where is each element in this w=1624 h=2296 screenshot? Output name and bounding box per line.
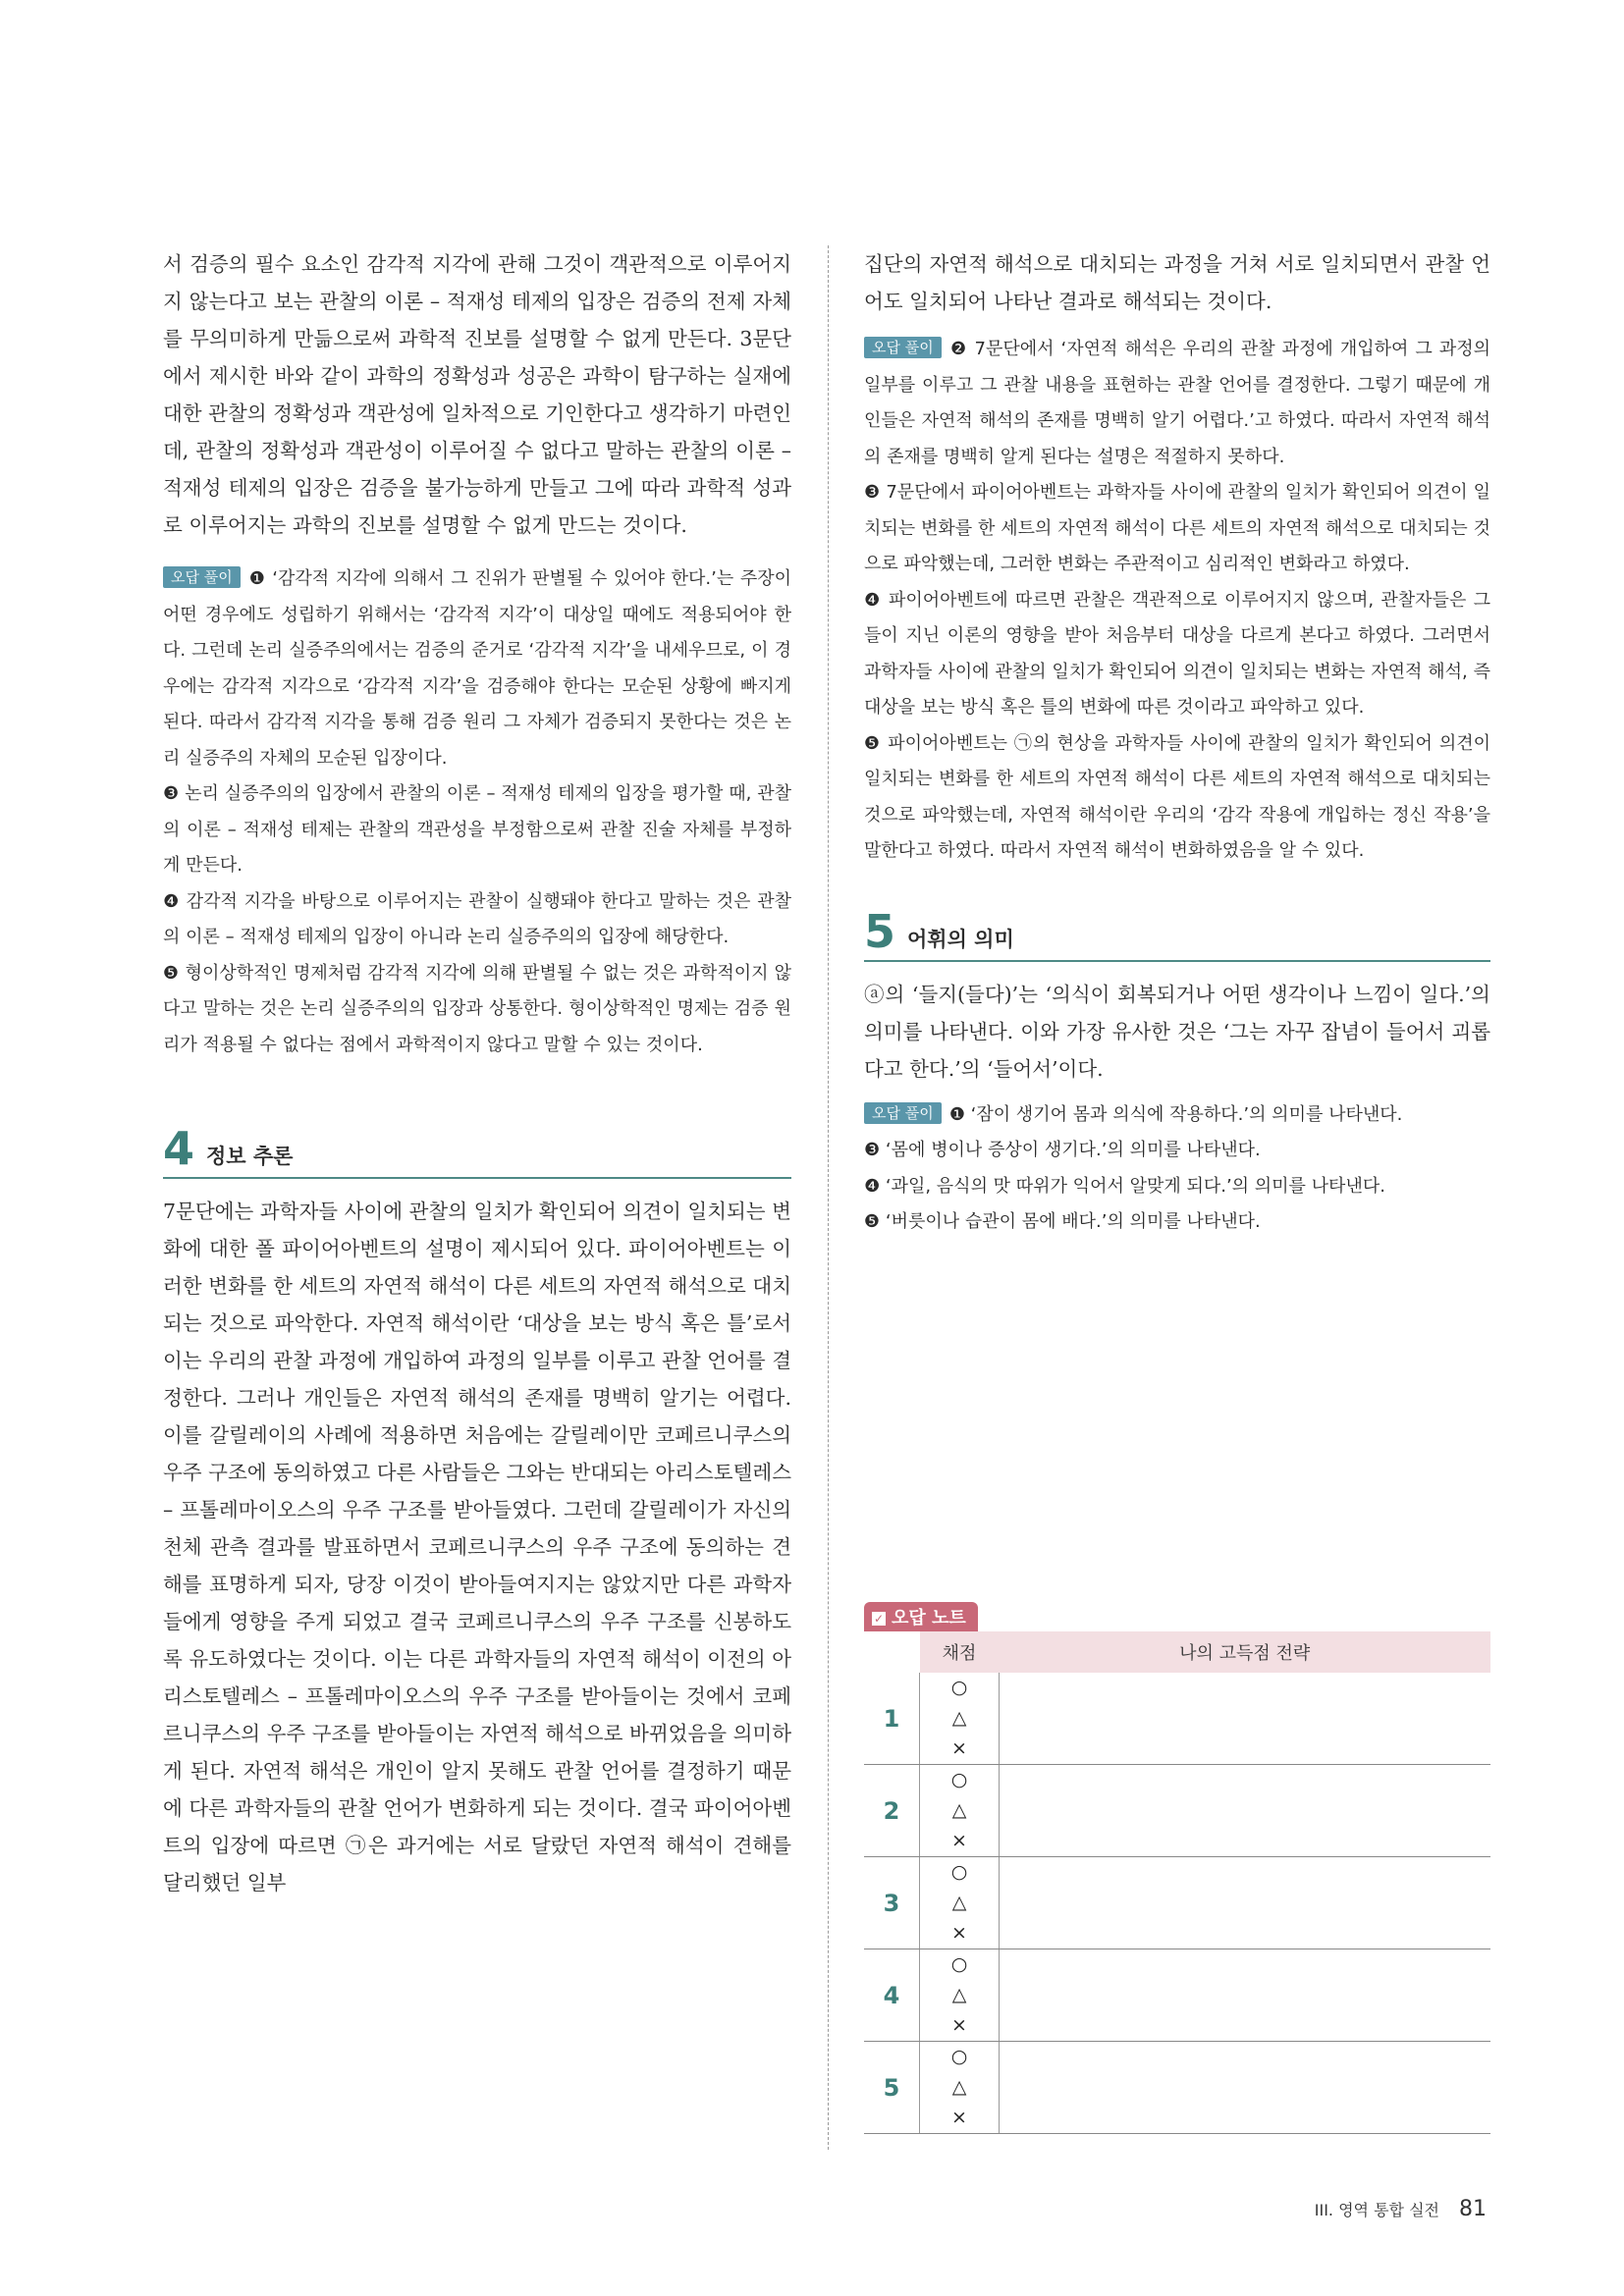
- strategy-cell[interactable]: [1000, 2042, 1491, 2134]
- note-header-strategy: 나의 고득점 전략: [1000, 1631, 1491, 1673]
- strategy-cell[interactable]: [1000, 1949, 1491, 2042]
- right-column: [864, 245, 1490, 1241]
- question-number: 3: [864, 1857, 920, 1949]
- mark-partial[interactable]: △: [951, 1707, 967, 1729]
- mark-wrong[interactable]: ×: [951, 1922, 967, 1944]
- note-header-empty: [864, 1631, 920, 1673]
- wrong-answer-badge: 오답 풀이: [163, 566, 241, 588]
- note-row: [864, 1949, 1490, 2042]
- mark-wrong[interactable]: ×: [951, 1830, 967, 1851]
- question-number: 5: [864, 2042, 920, 2134]
- wrong-answer-explanations: [163, 561, 791, 1063]
- score-marks: [920, 1673, 1000, 1765]
- solution-item: ❹ ‘과일, 음식의 맛 따위가 익어서 알맞게 되다.’의 의미를 나타낸다.: [864, 1175, 1385, 1197]
- left-column: [163, 245, 791, 1901]
- section-label: III. 영역 통합 실전: [1314, 2201, 1439, 2219]
- solution-item: ❸ ‘몸에 병이나 증상이 생기다.’의 의미를 나타낸다.: [864, 1140, 1261, 1160]
- question-number: 1: [864, 1673, 920, 1765]
- note-tag: ✓ 오답 노트: [864, 1602, 978, 1631]
- wrong-answer-badge: 오답 풀이: [864, 337, 942, 358]
- solution-item: ❺ ‘버릇이나 습관이 몸에 배다.’의 의미를 나타낸다.: [864, 1211, 1261, 1232]
- note-row: [864, 2042, 1490, 2134]
- solution-item: 오답 풀이 ❶ ‘잠이 생기어 몸과 의식에 작용하다.’의 의미를 나타낸다.: [864, 1097, 1490, 1134]
- section-title: 정보 추론: [206, 1145, 294, 1168]
- solution-item: ❹ 감각적 지각을 바탕으로 이루어지는 관찰이 실행돼야 한다고 말하는 것은 관찰의 이론 – 적재성 테제의 입장이 아니라 논리 실증주의의 입장에 해당한다.: [163, 890, 791, 947]
- mark-wrong[interactable]: ×: [951, 2107, 967, 2128]
- solution-item: ❹ 파이어아벤트에 따르면 관찰은 객관적으로 이루어지지 않으며, 관찰자들은 그들이 지닌 이론의 영향을 받아 처음부터 대상을 다르게 본다고 하였다. 그러면서 과학자들 사이에 관찰의 일치가 확인되어 의견이 일치되는 변화는 자연적 해석, 즉 대상을 보는 방식 혹은 틀의 변화에 따른 것이라고 파악하고 있다.: [864, 589, 1490, 718]
- page-footer: [1315, 2197, 1487, 2221]
- section-4: [163, 1122, 791, 1901]
- strategy-cell[interactable]: [1000, 1765, 1491, 1857]
- solution-item: ❸ 7문단에서 파이어아벤트는 과학자들 사이에 관찰의 일치가 확인되어 의견이 일치되는 변화를 한 세트의 자연적 해석이 다른 세트의 자연적 해석으로 대치되는 것으로 파악했는데, 그러한 변화는 주관적이고 심리적인 변화라고 하였다.: [864, 482, 1490, 574]
- check-icon: ✓: [873, 1612, 885, 1626]
- section-header: [864, 904, 1490, 962]
- section-body: 7문단에는 과학자들 사이에 관찰의 일치가 확인되어 의견이 일치되는 변화에 대한 폴 파이어아벤트의 설명이 제시되어 있다. 파이어아벤트는 이러한 변화를 한 세트의 자연적 해석이 다른 세트의 자연적 해석으로 대치되는 것으로 파악한다. 자연적 해석이란 ‘대상을 보는 방식 혹은 틀’로서 이는 우리의 관찰 과정에 개입하여 과정의 일부를 이루고 관찰 언어를 결정한다. 그러나 개인들은 자연적 해석의 존재를 명백히 알기는 어렵다. 이를 갈릴레이의 사례에 적용하면 처음에는 갈릴레이만 코페르니쿠스의 우주 구조에 동의하였고 다른 사람들은 그와는 반대되는 아리스토텔레스 – 프톨레마이오스의 우주 구조를 받아들였다. 그런데 갈릴레이가 자신의 천체 관측 결과를 발표하면서 코페르니쿠스의 우주 구조에 동의하는 견해를 표명하게 되자, 당장 이것이 받아들여지지는 않았지만 다른 과학자들에게 영향을 주게 되었고 결국 코페르니쿠스의 우주 구조를 신봉하도록 유도하였다는 것이다. 이는 다른 과학자들의 자연적 해석이 이전의 아리스토텔레스 – 프톨레마이오스의 우주 구조를 받아들이는 것에서 코페르니쿠스의 우주 구조를 받아들이는 자연적 해석으로 바뀌었음을 의미하게 된다. 자연적 해석은 개인이 알지 못해도 관찰 언어를 결정하기 때문에 다른 과학자들의 관찰 언어가 변화하게 되는 것이다. 결국 파이어아벤트의 입장에 따르면 ㉠은 과거에는 서로 달랐던 자연적 해석이 견해를 달리했던 일부: [163, 1200, 791, 1895]
- note-header-score: 채점: [920, 1631, 1000, 1673]
- solution-item: ❸ 논리 실증주의의 입장에서 관찰의 이론 – 적재성 테제의 입장을 평가할 때, 관찰의 이론 – 적재성 테제는 관찰의 객관성을 부정함으로써 관찰 진술 자체를 부정하게 만든다.: [163, 783, 791, 876]
- mark-correct[interactable]: ○: [950, 1769, 968, 1790]
- wrong-answer-badge: 오답 풀이: [864, 1102, 942, 1124]
- mark-wrong[interactable]: ×: [951, 2014, 967, 2036]
- mark-partial[interactable]: △: [951, 1984, 967, 2005]
- score-marks: [920, 2042, 1000, 2134]
- mark-partial[interactable]: △: [951, 1892, 967, 1913]
- solution-item: ❺ 파이어아벤트는 ㉠의 현상을 과학자들 사이에 관찰의 일치가 확인되어 의견이 일치되는 변화를 한 세트의 자연적 해석이 다른 세트의 자연적 해석으로 대치되는 것으로 파악했는데, 자연적 해석이란 우리의 ‘감각 작용에 개입하는 정신 작용’을 말한다고 하였다. 따라서 자연적 해석이 변화하였음을 알 수 있다.: [864, 732, 1490, 861]
- section-number: 4: [163, 1122, 195, 1175]
- section-title: 어휘의 의미: [907, 927, 1014, 951]
- strategy-cell[interactable]: [1000, 1673, 1491, 1765]
- mark-correct[interactable]: ○: [950, 1861, 968, 1883]
- question-number: 2: [864, 1765, 920, 1857]
- score-marks: [920, 1949, 1000, 2042]
- section-number: 5: [864, 904, 896, 958]
- wrong-answer-explanations: [864, 332, 1490, 870]
- note-row: [864, 1857, 1490, 1949]
- section-body: ⓐ의 ‘들지(들다)’는 ‘의식이 회복되거나 어떤 생각이나 느낌이 일다.’의 의미를 나타낸다. 이와 가장 유사한 것은 ‘그는 자꾸 잡념이 들어서 괴롭다고 한다.’의 ‘들어서’이다.: [864, 982, 1490, 1081]
- column-divider: [828, 245, 829, 2150]
- mark-wrong[interactable]: ×: [951, 1737, 967, 1759]
- page-number: 81: [1459, 2197, 1487, 2221]
- score-marks: [920, 1857, 1000, 1949]
- question-number: 4: [864, 1949, 920, 2042]
- note-header-row: [864, 1631, 1490, 1673]
- solution-item: 오답 풀이 ❶ ‘감각적 지각에 의해서 그 진위가 판별될 수 있어야 한다.’는 주장이 어떤 경우에도 성립하기 위해서는 ‘감각적 지각’이 대상일 때에도 적용되어야 한다. 그런데 논리 실증주의에서는 검증의 준거로 ‘감각적 지각’을 내세우므로, 이 경우에는 감각적 지각으로 ‘감각적 지각’을 검증해야 한다는 모순된 상황에 빠지게 된다. 따라서 감각적 지각을 통해 검증 원리 그 자체가 검증되지 못한다는 것은 논리 실증주의 자체의 모순된 입장이다.: [163, 568, 791, 769]
- score-marks: [920, 1765, 1000, 1857]
- explanation-paragraph: 서 검증의 필수 요소인 감각적 지각에 관해 그것이 객관적으로 이루어지지 않는다고 보는 관찰의 이론 – 적재성 테제의 입장은 검증의 전제 자체를 무의미하게 만듦으로써 과학적 진보를 설명할 수 없게 만든다. 3문단에서 제시한 바와 같이 과학의 정확성과 성공은 과학이 탐구하는 실재에 대한 관찰의 정확성과 객관성에 일차적으로 기인한다고 생각하기 마련인데, 관찰의 정확성과 객관성이 이루어질 수 없다고 말하는 관찰의 이론 – 적재성 테제의 입장은 검증을 불가능하게 만들고 그에 따라 과학적 성과로 이루어지는 과학의 진보를 설명할 수 없게 만드는 것이다.: [163, 252, 791, 537]
- note-row: [864, 1673, 1490, 1765]
- mark-correct[interactable]: ○: [950, 2046, 968, 2067]
- section-5: [864, 904, 1490, 1241]
- mark-correct[interactable]: ○: [950, 1953, 968, 1975]
- mark-partial[interactable]: △: [951, 1799, 967, 1821]
- section-header: [163, 1122, 791, 1179]
- wrong-answer-explanations: [864, 1097, 1490, 1241]
- note-table: [864, 1631, 1490, 2134]
- wrong-answer-note: [864, 1602, 1490, 2134]
- solution-item: ❺ 형이상학적인 명제처럼 감각적 지각에 의해 판별될 수 없는 것은 과학적이지 않다고 말하는 것은 논리 실증주의의 입장과 상통한다. 형이상학적인 명제는 검증 원리가 적용될 수 없다는 점에서 과학적이지 않다고 말할 수 있는 것이다.: [163, 962, 791, 1055]
- strategy-cell[interactable]: [1000, 1857, 1491, 1949]
- solution-item: 오답 풀이 ❷ 7문단에서 ‘자연적 해석은 우리의 관찰 과정에 개입하여 그 과정의 일부를 이루고 그 관찰 내용을 표현하는 관찰 언어를 결정한다. 그렇기 때문에 개인들은 자연적 해석의 존재를 명백히 알기 어렵다.’고 하였다. 따라서 자연적 해석의 존재를 명백히 알게 된다는 설명은 적절하지 못하다.: [864, 339, 1490, 467]
- explanation-paragraph: 집단의 자연적 해석으로 대치되는 과정을 거쳐 서로 일치되면서 관찰 언어도 일치되어 나타난 결과로 해석되는 것이다.: [864, 252, 1490, 313]
- mark-correct[interactable]: ○: [950, 1677, 968, 1698]
- mark-partial[interactable]: △: [951, 2076, 967, 2098]
- note-row: [864, 1765, 1490, 1857]
